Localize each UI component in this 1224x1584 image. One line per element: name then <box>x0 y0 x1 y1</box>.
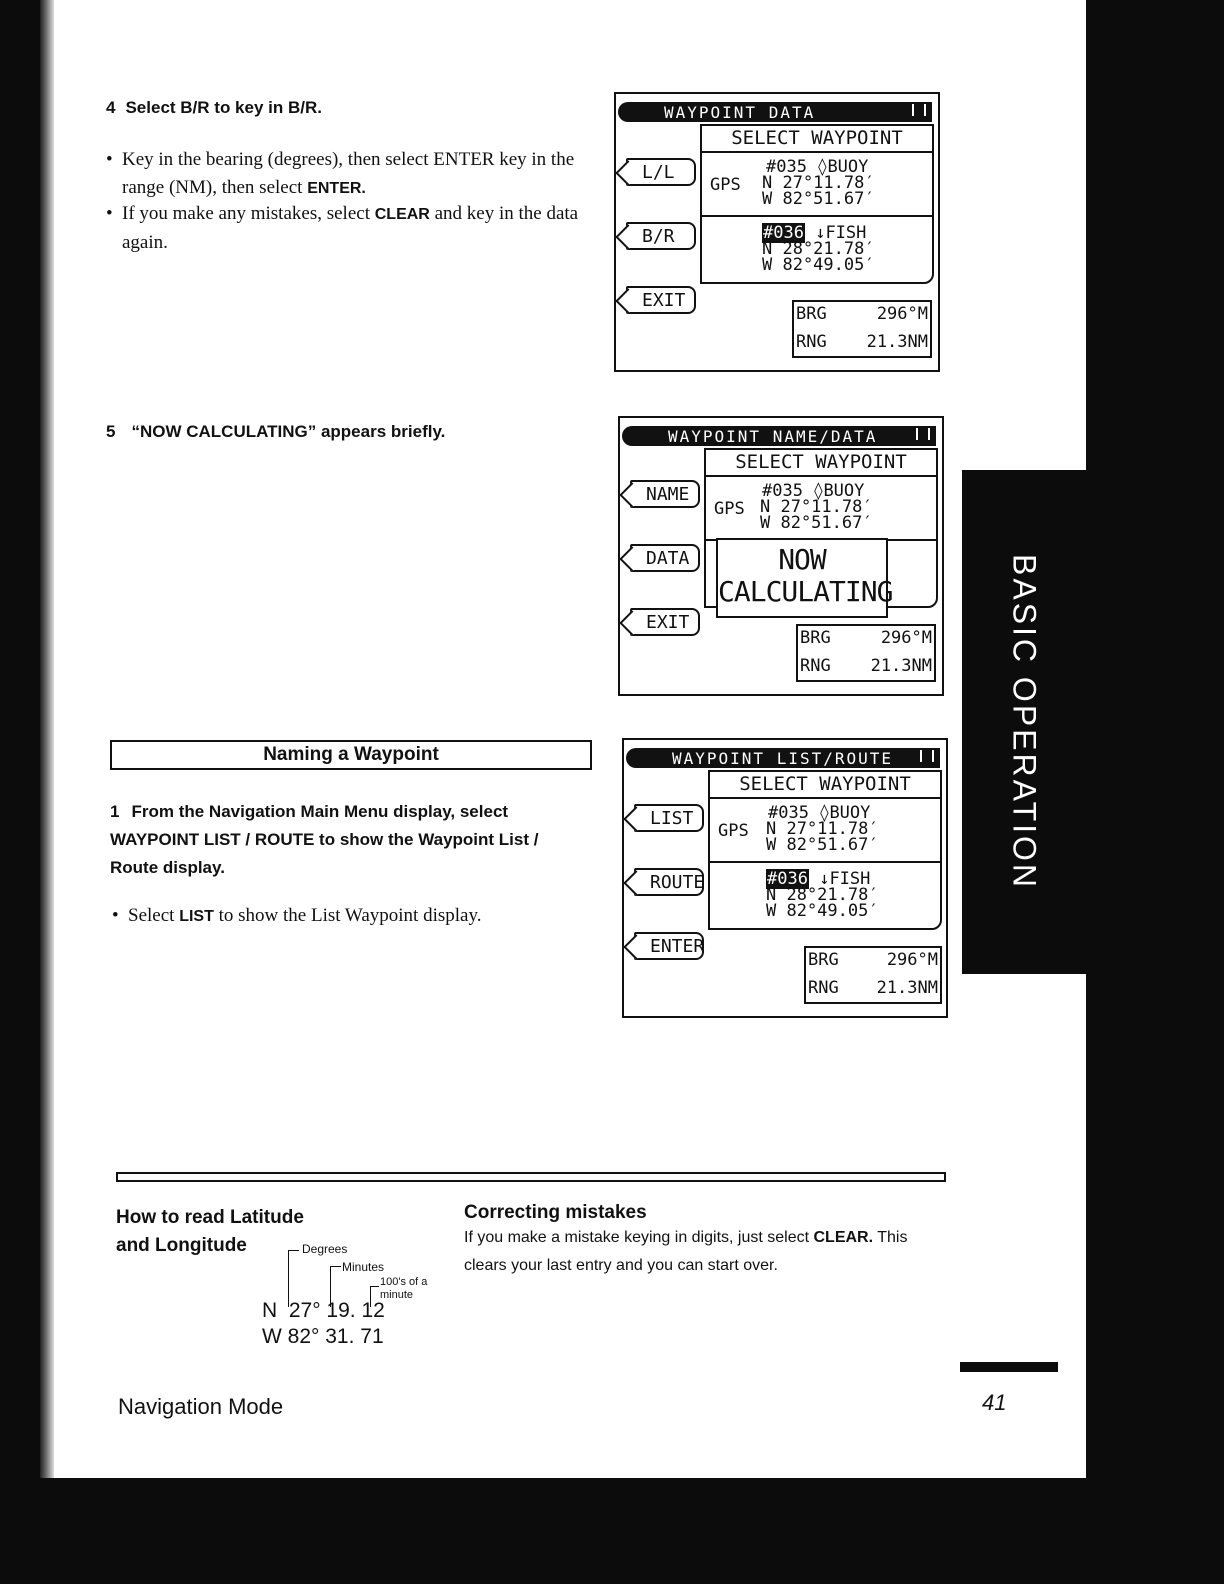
screen-title-bar: WAYPOINT NAME/DATA <box>622 426 936 446</box>
page-marker-bar <box>960 1362 1058 1372</box>
screen-title-bar: WAYPOINT LIST/ROUTE <box>626 748 940 768</box>
page-number: 41 <box>982 1390 1007 1415</box>
panel-title: SELECT WAYPOINT <box>706 450 936 477</box>
waypoint-entry-035[interactable]: #035 ◊BUOY GPS N 27°11.78′ W 82°51.67′ <box>706 477 936 541</box>
waypoint-entry-036[interactable]: #036 ↓FISH N 28°21.78′ W 82°49.05′ <box>766 869 879 921</box>
brg-rng-readout: BRG 296°M RNG 21.3NM <box>804 946 942 1004</box>
now-calculating-popup: NOW CALCULATING <box>716 538 888 618</box>
brg-rng-readout: BRG 296°M RNG 21.3NM <box>792 300 932 358</box>
soft-key-exit[interactable]: EXIT <box>630 608 700 636</box>
correcting-note-heading: Correcting mistakes <box>464 1202 647 1223</box>
soft-key-list[interactable]: LIST <box>634 804 704 832</box>
page-bottom-border <box>0 1478 1224 1584</box>
soft-key-route[interactable]: ROUTE <box>634 868 704 896</box>
page-curl-shadow <box>40 0 54 1480</box>
longitude-example: W 82° 31. 71 <box>262 1325 384 1348</box>
step-1-bullet: • Select LIST to show the List Waypoint display. <box>112 905 482 926</box>
book-spine-shadow <box>0 0 40 1584</box>
waypoint-entry-035[interactable]: #035 ◊BUOY GPS N 27°11.78′ W 82°51.67′ <box>710 799 940 863</box>
correcting-note-text: If you make a mistake keying in digits, just select CLEAR. This clears your last entry and you can start over. <box>464 1229 908 1274</box>
waypoint-entry-036[interactable]: #036 ↓FISH N 28°21.78′ W 82°49.05′ <box>762 223 875 275</box>
soft-key-enter[interactable]: ENTER <box>634 932 704 960</box>
screen-title-bar: WAYPOINT DATA <box>618 102 932 122</box>
step-5-heading: 5 “NOW CALCULATING” appears briefly. <box>106 422 446 441</box>
step-1-heading: 1 From the Navigation Main Menu display, select WAYPOINT LIST / ROUTE to show the Waypoint List / Route display. <box>110 802 539 877</box>
panel-title: SELECT WAYPOINT <box>702 126 932 153</box>
waypoint-name-data-screen <box>618 416 944 696</box>
step-4-bullet-2: • If you make any mistakes, select CLEAR and key in the data again. <box>106 203 579 253</box>
brg-rng-readout: BRG 296°M RNG 21.3NM <box>796 624 936 682</box>
page-right-border <box>1086 0 1224 1584</box>
latlon-diagram <box>262 1240 462 1360</box>
waypoint-list-route-screen <box>622 738 948 1018</box>
section-tab-label: BASIC OPERATION <box>1006 553 1043 890</box>
latitude-example: N 27° 19. 12 <box>262 1299 385 1322</box>
soft-key-data[interactable]: DATA <box>630 544 700 572</box>
hundredths-label: 100's of a minute <box>380 1276 428 1301</box>
section-title-box: Naming a Waypoint <box>110 740 592 770</box>
waypoint-select-panel <box>708 770 942 930</box>
step-4-bullet-1: • Key in the bearing (degrees), then select ENTER key in the range (NM), then select ENTER. <box>106 149 575 198</box>
soft-key-ll[interactable]: L/L <box>626 158 696 186</box>
step-4-heading: 4 Select B/R to key in B/R. <box>106 98 322 117</box>
footer-section-label: Navigation Mode <box>118 1394 284 1419</box>
latlon-note-heading: How to read Latitude and Longitude <box>116 1207 304 1256</box>
waypoint-select-panel <box>700 124 934 284</box>
waypoint-entry-035[interactable]: #035 ◊BUOY GPS N 27°11.78′ W 82°51.67′ <box>702 153 932 217</box>
waypoint-data-screen <box>614 92 940 372</box>
panel-title: SELECT WAYPOINT <box>710 772 940 799</box>
notes-divider <box>116 1172 946 1182</box>
minutes-label: Minutes <box>342 1260 385 1274</box>
soft-key-br[interactable]: B/R <box>626 222 696 250</box>
soft-key-name[interactable]: NAME <box>630 480 700 508</box>
degrees-label: Degrees <box>302 1242 348 1256</box>
soft-key-exit[interactable]: EXIT <box>626 286 696 314</box>
